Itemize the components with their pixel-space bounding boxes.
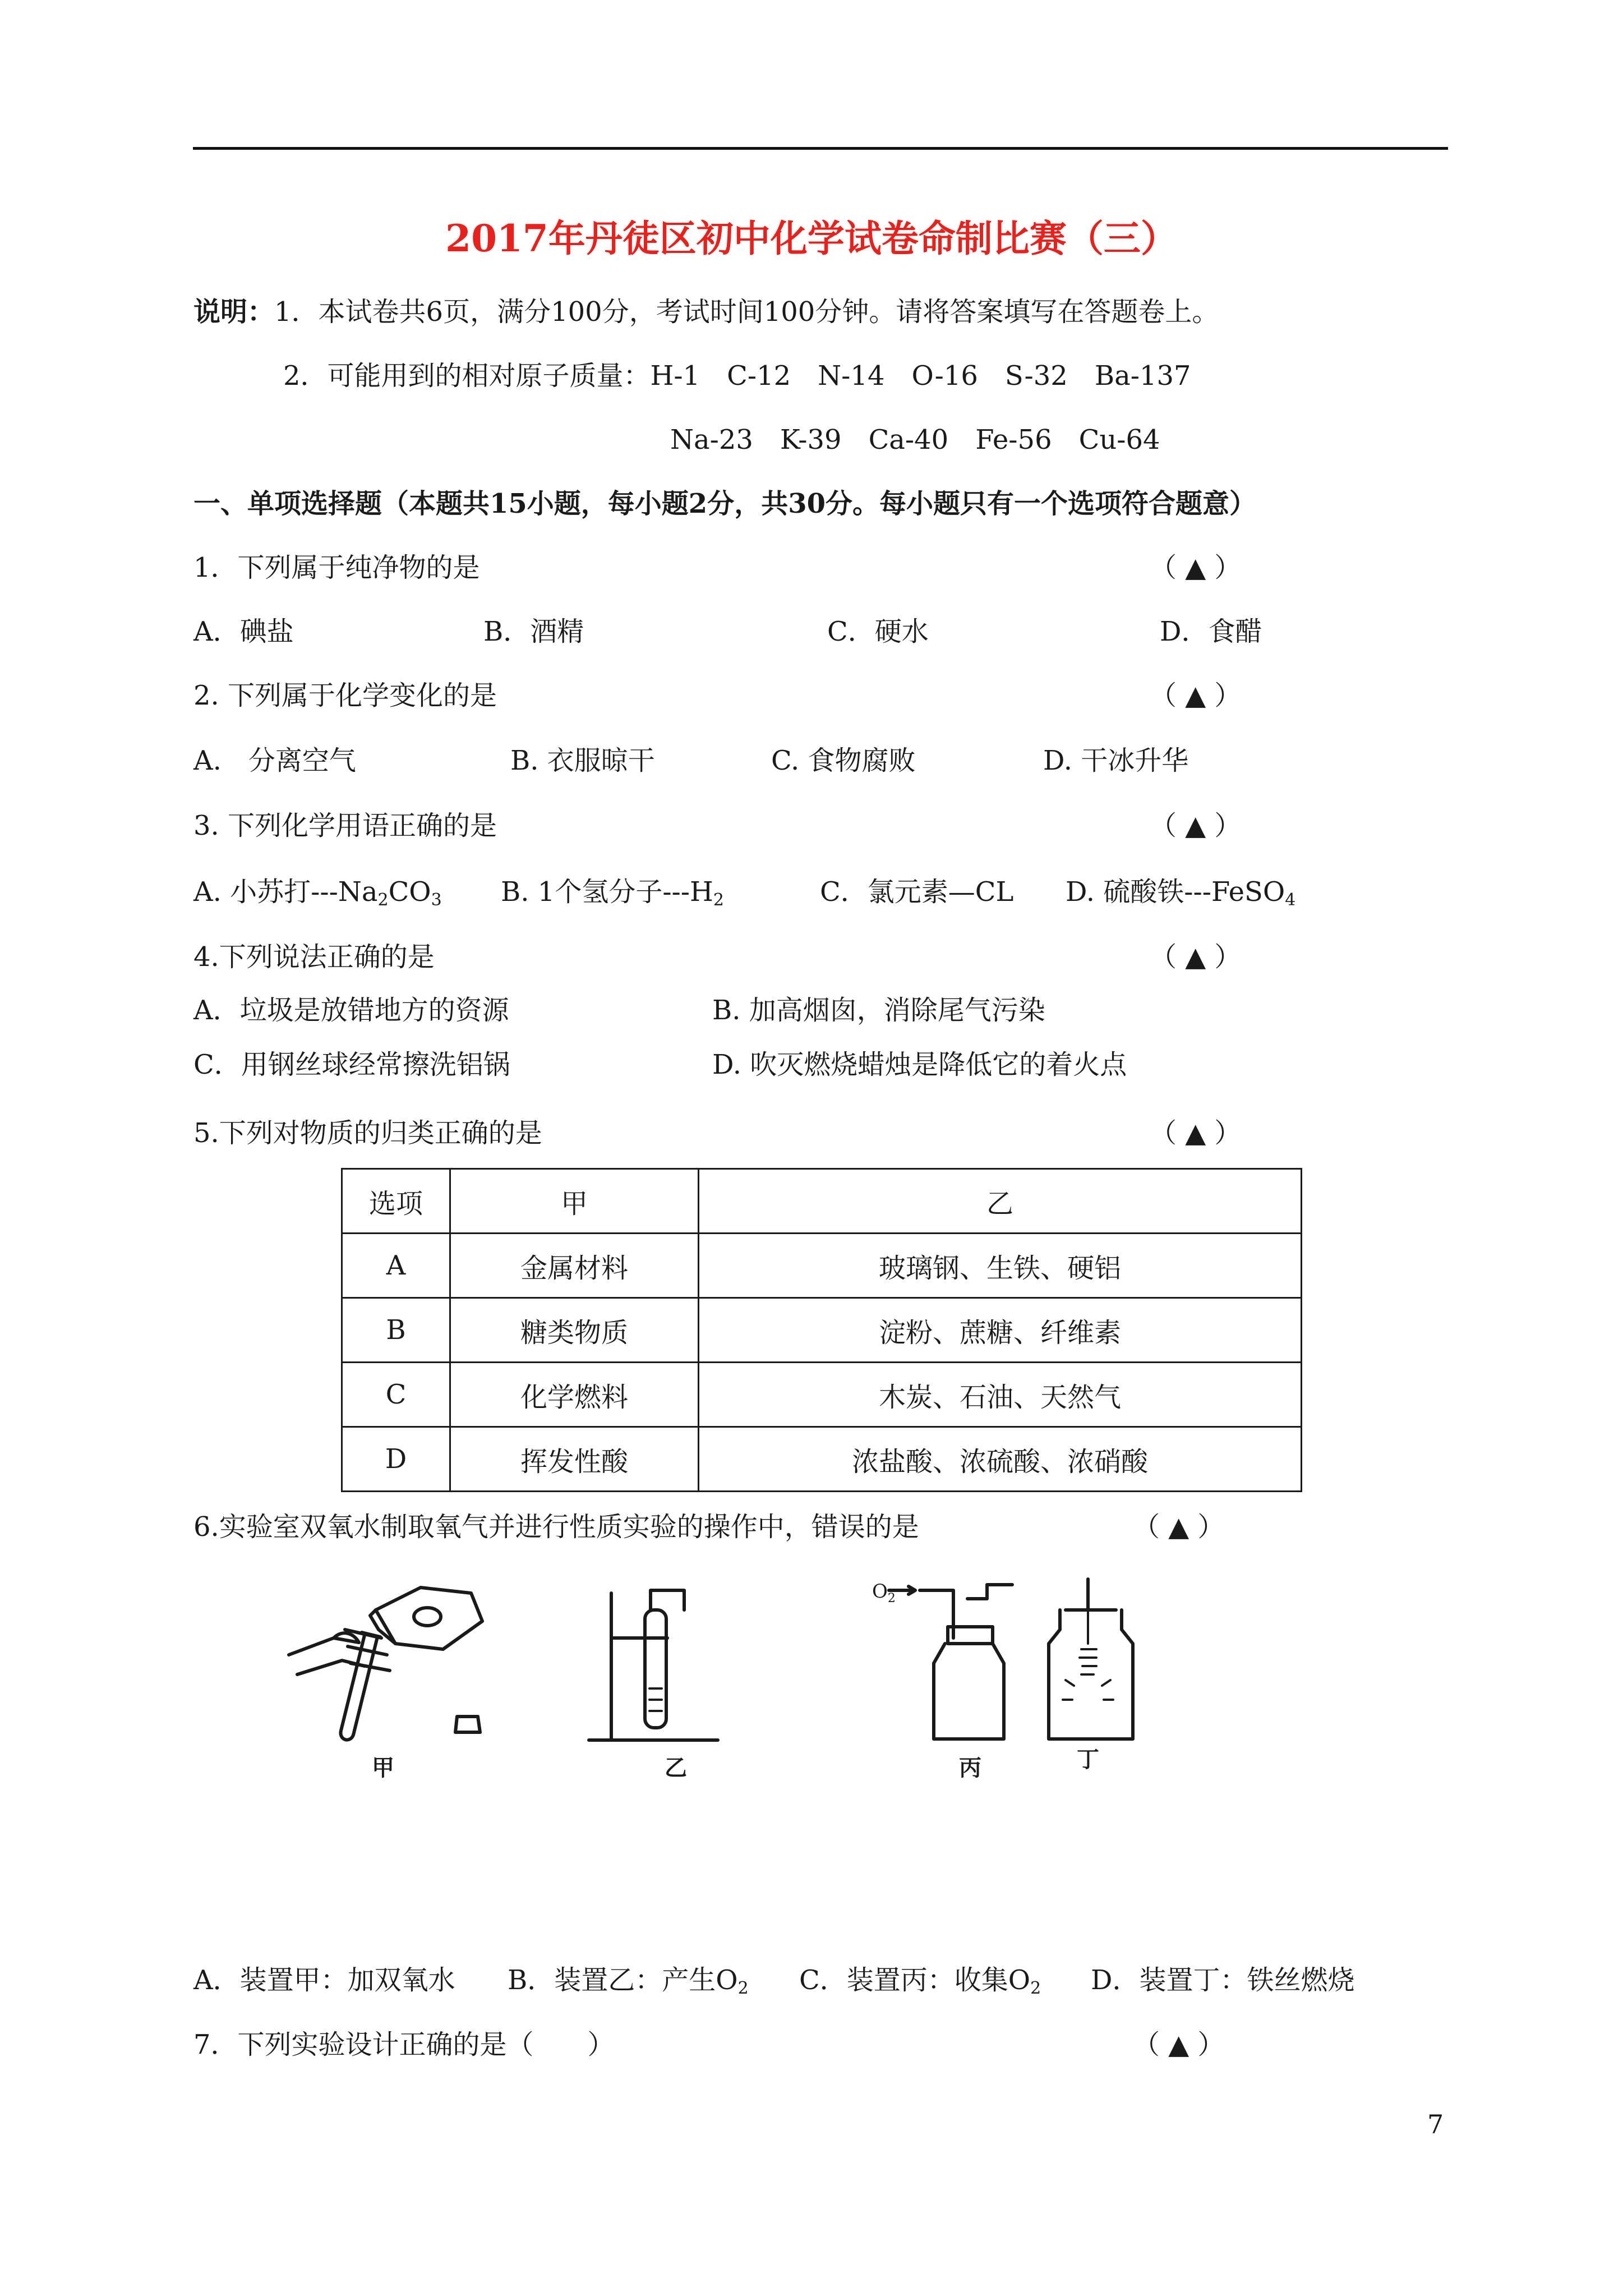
table-header-cell: 甲 — [450, 1169, 699, 1234]
q5-answer-mark: （ ▲ ） — [1150, 1117, 1242, 1149]
q3-stem: 3. 下列化学用语正确的是 — [193, 810, 497, 841]
table-cell: 淀粉、蔗糖、纤维素 — [699, 1298, 1302, 1363]
table-cell: A — [342, 1234, 450, 1298]
q6-option-d: D．装置丁：铁丝燃烧 — [1091, 1964, 1355, 1996]
q4-answer-mark: （ ▲ ） — [1150, 941, 1242, 973]
q2-option-b: B. 衣服晾干 — [510, 745, 655, 776]
q6-option-b: B．装置乙：产生$O_2$ — [508, 1964, 749, 1998]
q2-option-c: C. 食物腐败 — [771, 745, 916, 776]
q1-option-a: A．碘盐 — [193, 616, 294, 647]
apparatus-figures — [280, 1576, 1234, 1789]
figure-label-bing: 丙 — [959, 1755, 981, 1781]
q5-stem: 5.下列对物质的归类正确的是 — [193, 1117, 542, 1149]
q6-answer-mark: （ ▲ ） — [1133, 1511, 1225, 1543]
exam-title: 2017年丹徒区初中化学试卷命制比赛（三） — [445, 217, 1178, 260]
q3-option-a: A. 小苏打$---Na_2CO_3$ — [193, 876, 442, 910]
q4-option-c: C．用钢丝球经常擦洗铝锅 — [193, 1049, 510, 1080]
q1-option-c: C．硬水 — [827, 616, 929, 647]
q6-stem: 6.实验室双氧水制取氧气并进行性质实验的操作中，错误的是 — [193, 1511, 919, 1543]
o2-label: $O_2$ — [872, 1580, 896, 1605]
q4-option-d: D. 吹灭燃烧蜡烛是降低它的着火点 — [712, 1049, 1127, 1080]
table-cell: 金属材料 — [450, 1234, 699, 1298]
q2-option-a: A. 分离空气 — [193, 745, 356, 776]
table-cell: 化学燃料 — [450, 1363, 699, 1427]
table-cell: 挥发性酸 — [450, 1427, 699, 1492]
table-header-cell: 选项 — [342, 1169, 450, 1234]
table-cell: B — [342, 1298, 450, 1363]
q6-option-c: C．装置丙：收集$O_2$ — [799, 1964, 1041, 1998]
table-cell: 糖类物质 — [450, 1298, 699, 1363]
section-header: 一、单项选择题（本题共15小题，每小题2分，共30分。每小题只有一个选项符合题意） — [193, 488, 1256, 519]
table-header-cell: 乙 — [699, 1169, 1302, 1234]
table-header-row — [342, 1169, 1302, 1234]
table-row — [342, 1363, 1302, 1427]
page-number: 7 — [1427, 2109, 1444, 2139]
table-cell: C — [342, 1363, 450, 1427]
q7-answer-mark: （ ▲ ） — [1133, 2029, 1225, 2060]
table-cell: 浓盐酸、浓硫酸、浓硝酸 — [699, 1427, 1302, 1492]
figure-label-yi: 乙 — [665, 1755, 687, 1781]
q2-stem: 2. 下列属于化学变化的是 — [193, 680, 497, 711]
table-row — [342, 1234, 1302, 1298]
figure-jia-pouring — [289, 1588, 482, 1740]
instructions-item-2-cont: Na-23 K-39 Ca-40 Fe-56 Cu-64 — [670, 424, 1160, 455]
figure-label-ding: 丁 — [1077, 1747, 1099, 1773]
table-cell: D — [342, 1427, 450, 1492]
instructions-line-1 — [193, 295, 1219, 329]
instructions-item-1: 1．本试卷共6页，满分100分，考试时间100分钟。请将答案填写在答题卷上。 — [274, 296, 1219, 328]
q4-option-b: B. 加高烟囱，消除尾气污染 — [712, 995, 1045, 1026]
classification-table — [341, 1168, 1302, 1492]
figure-ding-jar — [1049, 1579, 1133, 1739]
q6-option-a: A．装置甲：加双氧水 — [193, 1964, 455, 1996]
q7-stem: 7．下列实验设计正确的是（ ） — [193, 2029, 615, 2060]
top-rule — [193, 147, 1448, 150]
q2-answer-mark: （ ▲ ） — [1150, 680, 1242, 711]
q1-answer-mark: （ ▲ ） — [1150, 552, 1242, 583]
q3-option-d: D. 硫酸铁---FeSO$_4$ — [1066, 876, 1296, 910]
instructions-label: 说明： — [193, 296, 275, 328]
q3-answer-mark: （ ▲ ） — [1150, 810, 1242, 841]
q1-option-b: B．酒精 — [483, 616, 584, 647]
q4-stem: 4.下列说法正确的是 — [193, 941, 435, 973]
q2-option-d: D. 干冰升华 — [1043, 745, 1189, 776]
q3-option-c: C．氯元素—CL — [820, 876, 1014, 908]
figure-bing-bottle — [365, 1576, 1012, 1739]
q1-option-d: D．食醋 — [1160, 616, 1262, 647]
table-cell: 木炭、石油、天然气 — [699, 1363, 1302, 1427]
table-cell: 玻璃钢、生铁、硬铝 — [699, 1234, 1302, 1298]
table-row — [342, 1298, 1302, 1363]
q3-option-b: B. 1个氢分子$---H_2$ — [501, 876, 724, 910]
q1-stem: 1．下列属于纯净物的是 — [193, 552, 480, 583]
instructions-item-2: 2．可能用到的相对原子质量：H-1 C-12 N-14 O-16 S-32 Ba-137 — [283, 360, 1191, 392]
figure-label-jia: 甲 — [372, 1755, 394, 1781]
table-row — [342, 1427, 1302, 1492]
figure-yi-stand — [589, 1590, 718, 1740]
q4-option-a: A．垃圾是放错地方的资源 — [193, 995, 509, 1026]
